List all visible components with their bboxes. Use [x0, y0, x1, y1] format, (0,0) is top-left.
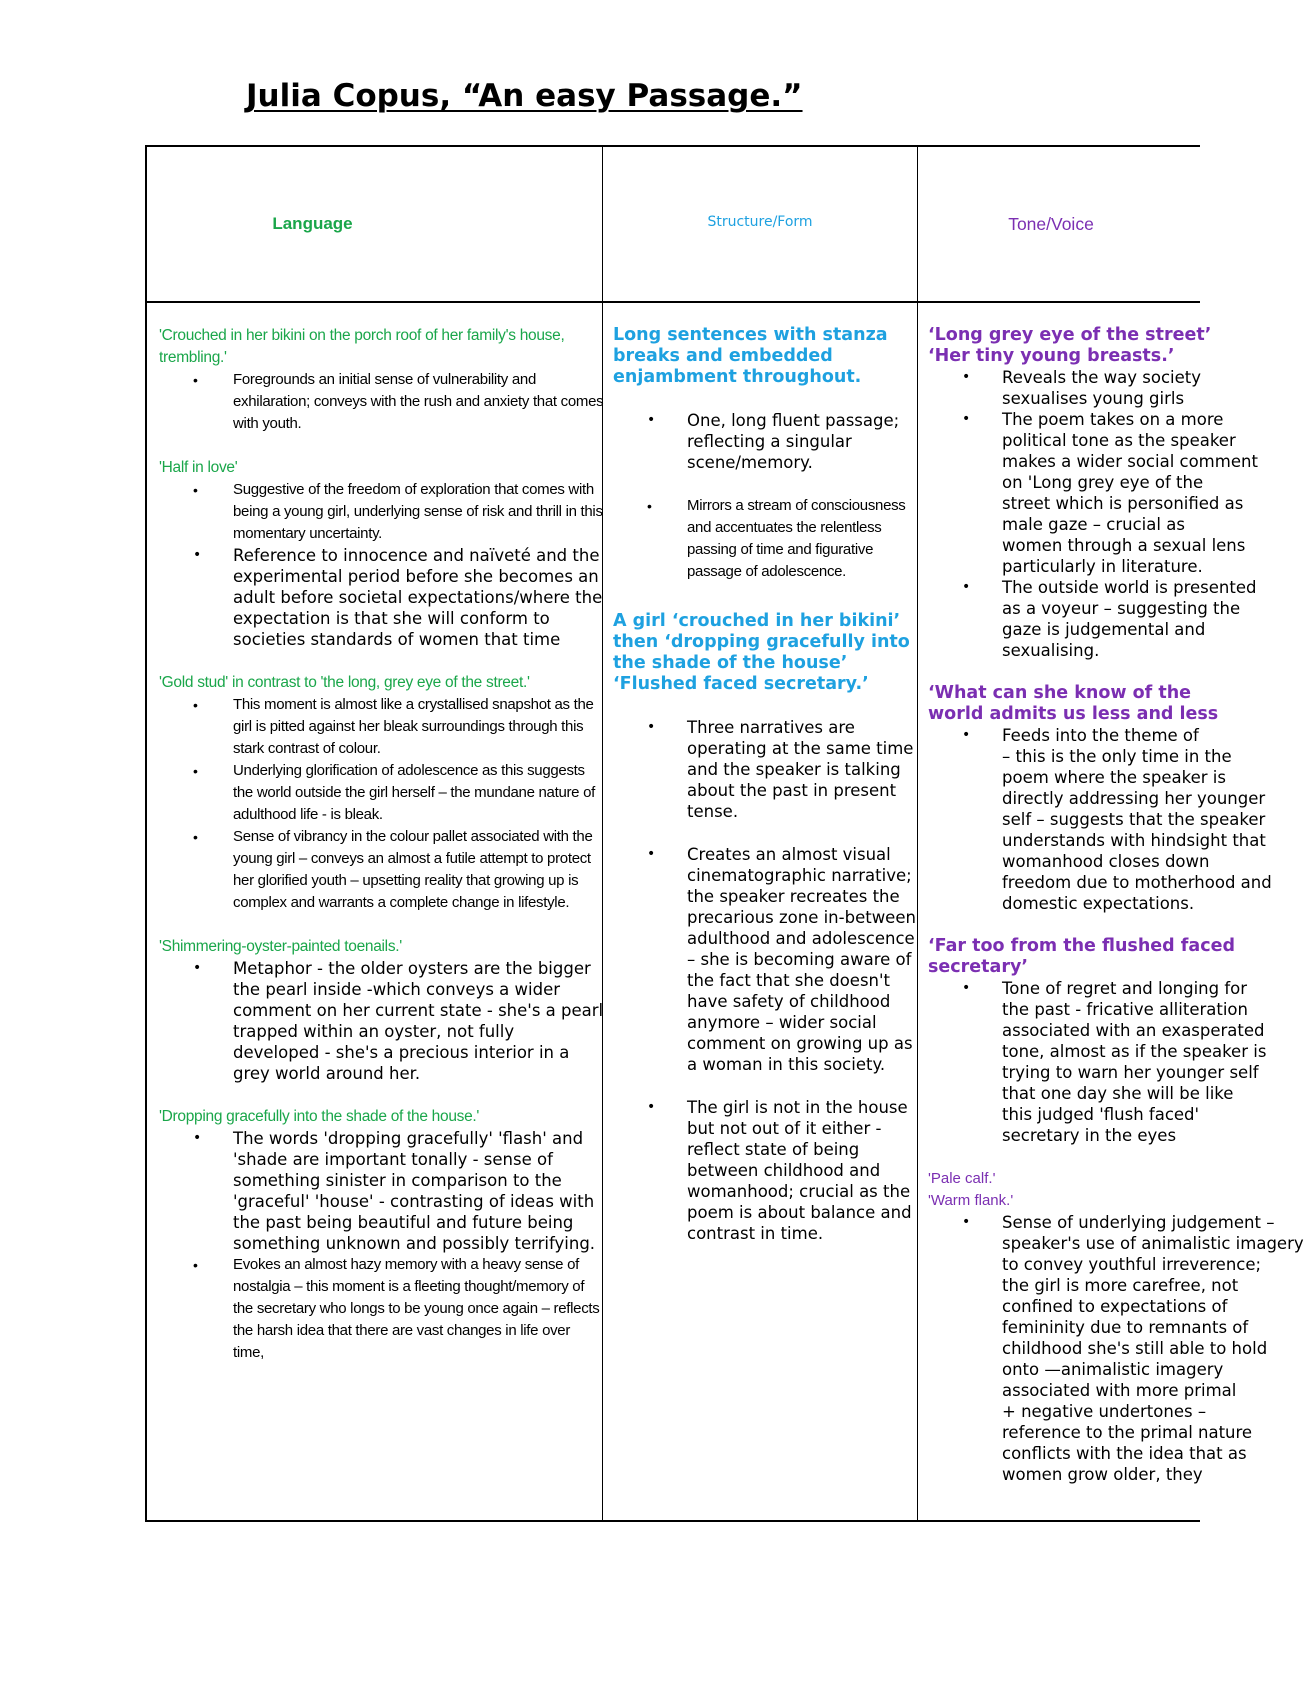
tone-quote: ‘Far too from the flushed faced — [928, 936, 1235, 956]
structure-note: • The girl is not in the house but not out of it either - reflect state of being between childhood and womanhood; crucial as the poem is about balance and contrast in time. — [613, 1097, 919, 1244]
tone-note: • The poem takes on a more political tone as the speaker makes a wider social comment on 'Long grey eye of the street which is personified as male gaze – crucial as women through a sexual lens particularly in literature. — [928, 409, 1228, 577]
structure-notes — [613, 717, 919, 822]
tone-quote: 'Pale calf.' — [928, 1170, 996, 1187]
tone-column — [928, 325, 1304, 1485]
tone-note: • Tone of regret and longing for the past - fricative alliteration associated with an exasperated tone, almost as if the speaker is trying to warn her younger self that one day she will be like this judged 'flush faced' secretary in the eyes — [928, 978, 1228, 1146]
tone-notes — [928, 367, 1258, 661]
language-note: • Suggestive of the freedom of exploration that comes with being a young girl, underlying sense of risk and thrill in this momentary uncertainty. — [159, 479, 604, 545]
header-language: Language — [272, 214, 353, 233]
language-quote: 'Shimmering-oyster-painted toenails.' — [159, 938, 402, 955]
structure-note: • One, long fluent passage; reflecting a singular scene/memory. — [613, 410, 919, 473]
language-quote: 'Gold stud' in contrast to 'the long, grey eye of the street.' — [159, 674, 530, 691]
language-notes — [159, 479, 604, 650]
structure-column — [613, 325, 919, 1244]
tone-quote: secretary’ — [928, 957, 1029, 977]
tone-note: • Feeds into the theme of – this is the only time in the poem where the speaker is directly addressing her younger self – suggests that the speaker understands with hindsight that womanhood closes down freedom due to motherhood and domestic expectations. — [928, 725, 1228, 914]
language-note: • The words 'dropping gracefully' 'flash' and 'shade are important tonally - sense of something sinister in comparison to the 'graceful' 'house' - contrasting of ideas with the past being beautiful and future being something unknown and possibly terrifying. — [159, 1128, 604, 1254]
header-divider — [147, 301, 1200, 303]
tone-notes — [928, 1212, 1304, 1485]
tone-quote: ‘Long grey eye of the street’ — [928, 325, 1212, 345]
language-note: • Sense of vibrancy in the colour pallet associated with the young girl – conveys an almost a futile attempt to protect her glorified youth – upsetting reality that growing up is complex and warrants a complete change in lifestyle. — [159, 826, 604, 914]
structure-note: • Three narratives are operating at the same time and the speaker is talking about the past in present tense. — [613, 717, 919, 822]
structure-quote: Long sentences with stanza breaks and embedded enjambment throughout. — [613, 325, 888, 387]
language-column — [159, 325, 604, 1364]
language-notes — [159, 369, 604, 435]
tone-quote: 'Warm flank.' — [928, 1192, 1014, 1209]
tone-note: • Sense of underlying judgement – speaker's use of animalistic imagery to convey youthful irreverence; the girl is more carefree, not confined to expectations of femininity due to remnants of childhood she's still able to hold onto —animalistic imagery associated with more primal + negative undertones – reference to the primal nature conflicts with the idea that as women grow older, they — [928, 1212, 1228, 1485]
tone-note: • The outside world is presented as a voyeur – suggesting the gaze is judgemental and sexualising. — [928, 577, 1228, 661]
analysis-table — [145, 145, 1304, 1522]
language-note: • Evokes an almost hazy memory with a heavy sense of nostalgia – this moment is a fleeting thought/memory of the secretary who longs to be young once again – reflects the harsh idea that there are vast changes in life over time, — [159, 1254, 604, 1364]
tone-notes — [928, 978, 1267, 1146]
language-note: • This moment is almost like a crystallised snapshot as the girl is pitted against her bleak surroundings through this stark contrast of colour. — [159, 694, 604, 760]
header-structure: Structure/Form — [707, 214, 813, 230]
language-note: • Reference to innocence and naïveté and the experimental period before she becomes an adult before societal expectations/where the expectation is that she will conform to societies standards of women that time — [159, 545, 604, 650]
language-quote: 'Dropping gracefully into the shade of the house.' — [159, 1108, 480, 1125]
tone-note: • Reveals the way society sexualises young girls — [928, 367, 1228, 409]
structure-notes — [613, 410, 919, 473]
language-notes — [159, 694, 604, 914]
language-note: • Underlying glorification of adolescence as this suggests the world outside the girl herself – the mundane nature of adulthood life - is bleak. — [159, 760, 604, 826]
language-note: • Foregrounds an initial sense of vulnerability and exhilaration; conveys with the rush and anxiety that comes with youth. — [159, 369, 604, 435]
structure-notes — [613, 495, 919, 583]
language-notes — [159, 958, 604, 1084]
structure-quote: ‘Flushed faced secretary.’ — [613, 674, 869, 694]
tone-quote: world admits us less and less — [928, 704, 1219, 724]
language-notes — [159, 1128, 604, 1364]
tone-quote: ‘Her tiny young breasts.’ — [928, 346, 1175, 366]
document-title: Julia Copus, “An easy Passage.” — [246, 78, 803, 114]
structure-notes — [613, 1097, 919, 1244]
language-quote: 'Half in love' — [159, 459, 238, 476]
structure-notes — [613, 844, 919, 1075]
structure-note: • Creates an almost visual cinematographic narrative; the speaker recreates the precarious zone in-between adulthood and adolescence – she is becoming aware of the fact that she doesn't have safety of childhood anymore – wider social comment on growing up as a woman in this society. — [613, 844, 919, 1075]
tone-notes — [928, 725, 1272, 914]
language-note: • Metaphor - the older oysters are the bigger the pearl inside -which conveys a wider comment on her current state - she's a pearl trapped within an oyster, not fully developed - she's a precious interior in a grey world around her. — [159, 958, 604, 1084]
structure-quote: A girl ‘crouched in her bikini’ then ‘dropping gracefully into the shade of the house’ — [613, 611, 910, 673]
language-quote: 'Crouched in her bikini on the porch roof of her family's house, trembling.' — [159, 327, 565, 366]
header-tone: Tone/Voice — [1008, 213, 1094, 234]
tone-quote: ‘What can she know of the — [928, 683, 1192, 703]
structure-note: • Mirrors a stream of consciousness and accentuates the relentless passing of time and figurative passage of adolescence. — [613, 495, 919, 583]
